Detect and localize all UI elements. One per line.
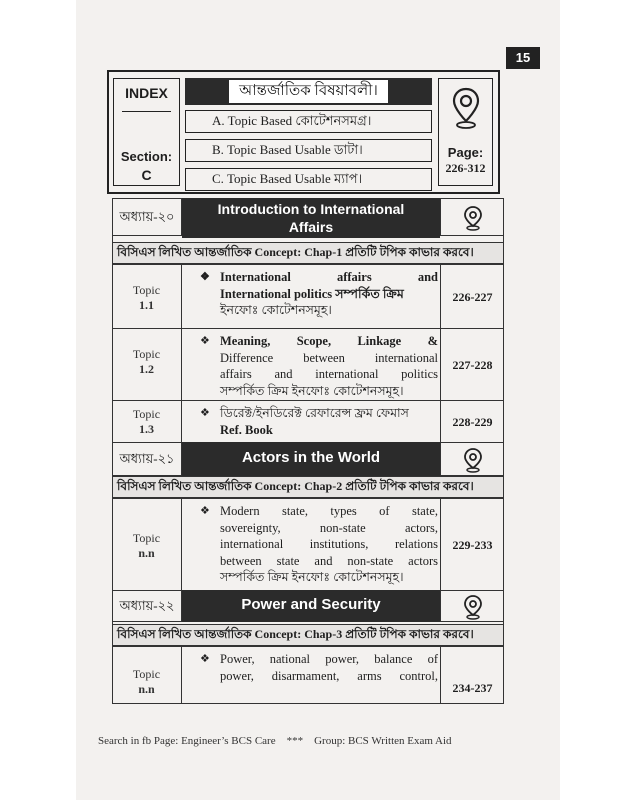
page-cell: 234-237	[440, 647, 504, 704]
chapter-title-line: Power and Security	[241, 596, 381, 613]
bullet-icon: ❖	[200, 653, 210, 665]
section-title-text: আন্তর্জাতিক বিষয়াবলী।	[229, 80, 388, 103]
topic-number: n.n	[138, 682, 155, 696]
chapter-concept-band: বিসিএস লিখিত আন্তর্জাতিক Concept: Chap-3 প্রতিটি টপিক কাভার করবে।	[112, 624, 504, 646]
topic-description	[188, 269, 438, 319]
subtopic-text: Topic Based কোটেশনসমগ্র।	[227, 113, 372, 128]
subtopic-b	[185, 139, 432, 162]
description-line: Ref. Book	[220, 422, 273, 437]
description-line: সম্পর্কিত ক্রিম ইনফোঃ কোটেশনসমূহ।	[220, 383, 404, 398]
location-pin-icon	[452, 87, 480, 131]
chapter-number: অধ্যায়-২২	[112, 590, 182, 622]
section-title	[185, 78, 432, 105]
chapter-title	[182, 198, 440, 238]
section-value: C	[141, 167, 152, 183]
chapter-location	[440, 198, 504, 236]
bullet-icon: ❖	[200, 271, 210, 283]
description-line: sovereignty, non-state actors,	[220, 520, 438, 535]
topic-label: Topic	[132, 283, 161, 297]
subtopic-c	[185, 168, 432, 191]
footer-fb-page: Search in fb Page: Engineer’s BCS Care	[98, 735, 276, 747]
topic-number: n.n	[138, 546, 155, 560]
description-line: Difference between international	[220, 350, 438, 365]
description-line: Modern state, types of state,	[220, 504, 438, 518]
topic-cell	[112, 329, 182, 400]
subtopic-text: Topic Based Usable ডাটা।	[226, 142, 363, 157]
chapter-number: অধ্যায়-২১	[112, 442, 182, 476]
topic-description	[188, 503, 438, 586]
description-line: Power, national power, balance of	[220, 652, 438, 666]
table-row	[112, 646, 504, 704]
chapter-header	[112, 198, 504, 236]
page-cell: 228-229	[440, 401, 504, 442]
description-line: ইনফোঃ কোটেশনসমূহ।	[220, 303, 332, 317]
chapter-number: অধ্যায়-২০	[112, 198, 182, 236]
page-label: Page:	[447, 145, 484, 160]
topic-label: Topic	[132, 407, 161, 421]
index-word: INDEX	[125, 85, 168, 101]
description-line: international institutions, relations	[220, 537, 438, 551]
page-footer	[98, 735, 452, 747]
page-range: 226-312	[445, 161, 486, 175]
description-line: power, disarmament, arms control,	[220, 668, 438, 683]
chapter-title-line: Introduction to International	[217, 201, 405, 217]
bullet-icon: ❖	[200, 335, 210, 347]
subtopic-letter: B.	[212, 142, 224, 157]
location-pin-icon	[463, 205, 483, 231]
topic-number: 1.1	[139, 298, 154, 312]
footer-group: Group: BCS Written Exam Aid	[314, 735, 452, 747]
page-cell: 227-228	[440, 329, 504, 400]
topic-description	[188, 651, 438, 684]
chapter-title	[182, 442, 440, 476]
topic-label: Topic	[132, 667, 161, 681]
topic-cell	[112, 401, 182, 442]
chapter-header	[112, 590, 504, 622]
location-pin-icon	[463, 447, 483, 473]
chapter-title-line: Actors in the World	[241, 449, 381, 466]
page-cell: 226-227	[440, 265, 504, 328]
subtopic-text: Topic Based Usable ম্যাপ।	[226, 171, 363, 186]
chapter-title-line: Affairs	[288, 219, 334, 235]
section-label: Section:	[120, 149, 173, 164]
subtopic-a	[185, 110, 432, 133]
description-line: International politics সম্পর্কিত ক্রিম	[220, 286, 404, 301]
table-row	[112, 328, 504, 400]
description-line: between state and non-state actors	[220, 553, 438, 568]
chapter-concept-band: বিসিএস লিখিত আন্তর্জাতিক Concept: Chap-2 প্রতিটি টপিক কাভার করবে।	[112, 476, 504, 498]
location-pin-icon	[463, 594, 483, 620]
chapter-header	[112, 442, 504, 476]
table-row	[112, 400, 504, 442]
bullet-icon: ❖	[200, 505, 210, 517]
index-section-box	[113, 78, 180, 186]
topic-cell	[112, 647, 182, 704]
topic-cell	[112, 265, 182, 328]
page-range-box	[438, 78, 493, 186]
topic-description	[188, 333, 438, 399]
chapter-title	[182, 590, 440, 622]
index-divider	[122, 111, 171, 112]
footer-separator: ***	[286, 735, 304, 747]
topic-cell	[112, 499, 182, 590]
topic-label: Topic	[132, 347, 161, 361]
description-line: সম্পর্কিত ক্রিম ইনফোঃ কোটেশনসমূহ।	[220, 570, 404, 584]
description-line: affairs and international politics	[220, 367, 438, 381]
table-row	[112, 264, 504, 328]
chapter-concept-band: বিসিএস লিখিত আন্তর্জাতিক Concept: Chap-1 প্রতিটি টপিক কাভার করবে।	[112, 242, 504, 264]
bullet-icon: ❖	[200, 407, 210, 419]
description-line: ডিরেক্ট/ইনডিরেক্ট রেফারেন্স ফ্রম ফেমাস	[220, 406, 409, 420]
subtopic-letter: C.	[212, 171, 224, 186]
chapter-location	[440, 442, 504, 476]
chapter-location	[440, 590, 504, 622]
subtopic-letter: A.	[212, 113, 225, 128]
topic-description	[188, 405, 438, 438]
topic-number: 1.3	[139, 422, 154, 436]
page-cell: 229-233	[440, 499, 504, 590]
description-line: International affairs and	[220, 270, 438, 284]
page-number: 15	[506, 47, 540, 69]
topic-number: 1.2	[139, 362, 154, 376]
topic-label: Topic	[132, 531, 161, 545]
table-row	[112, 498, 504, 590]
description-line: Meaning, Scope, Linkage &	[220, 334, 438, 348]
